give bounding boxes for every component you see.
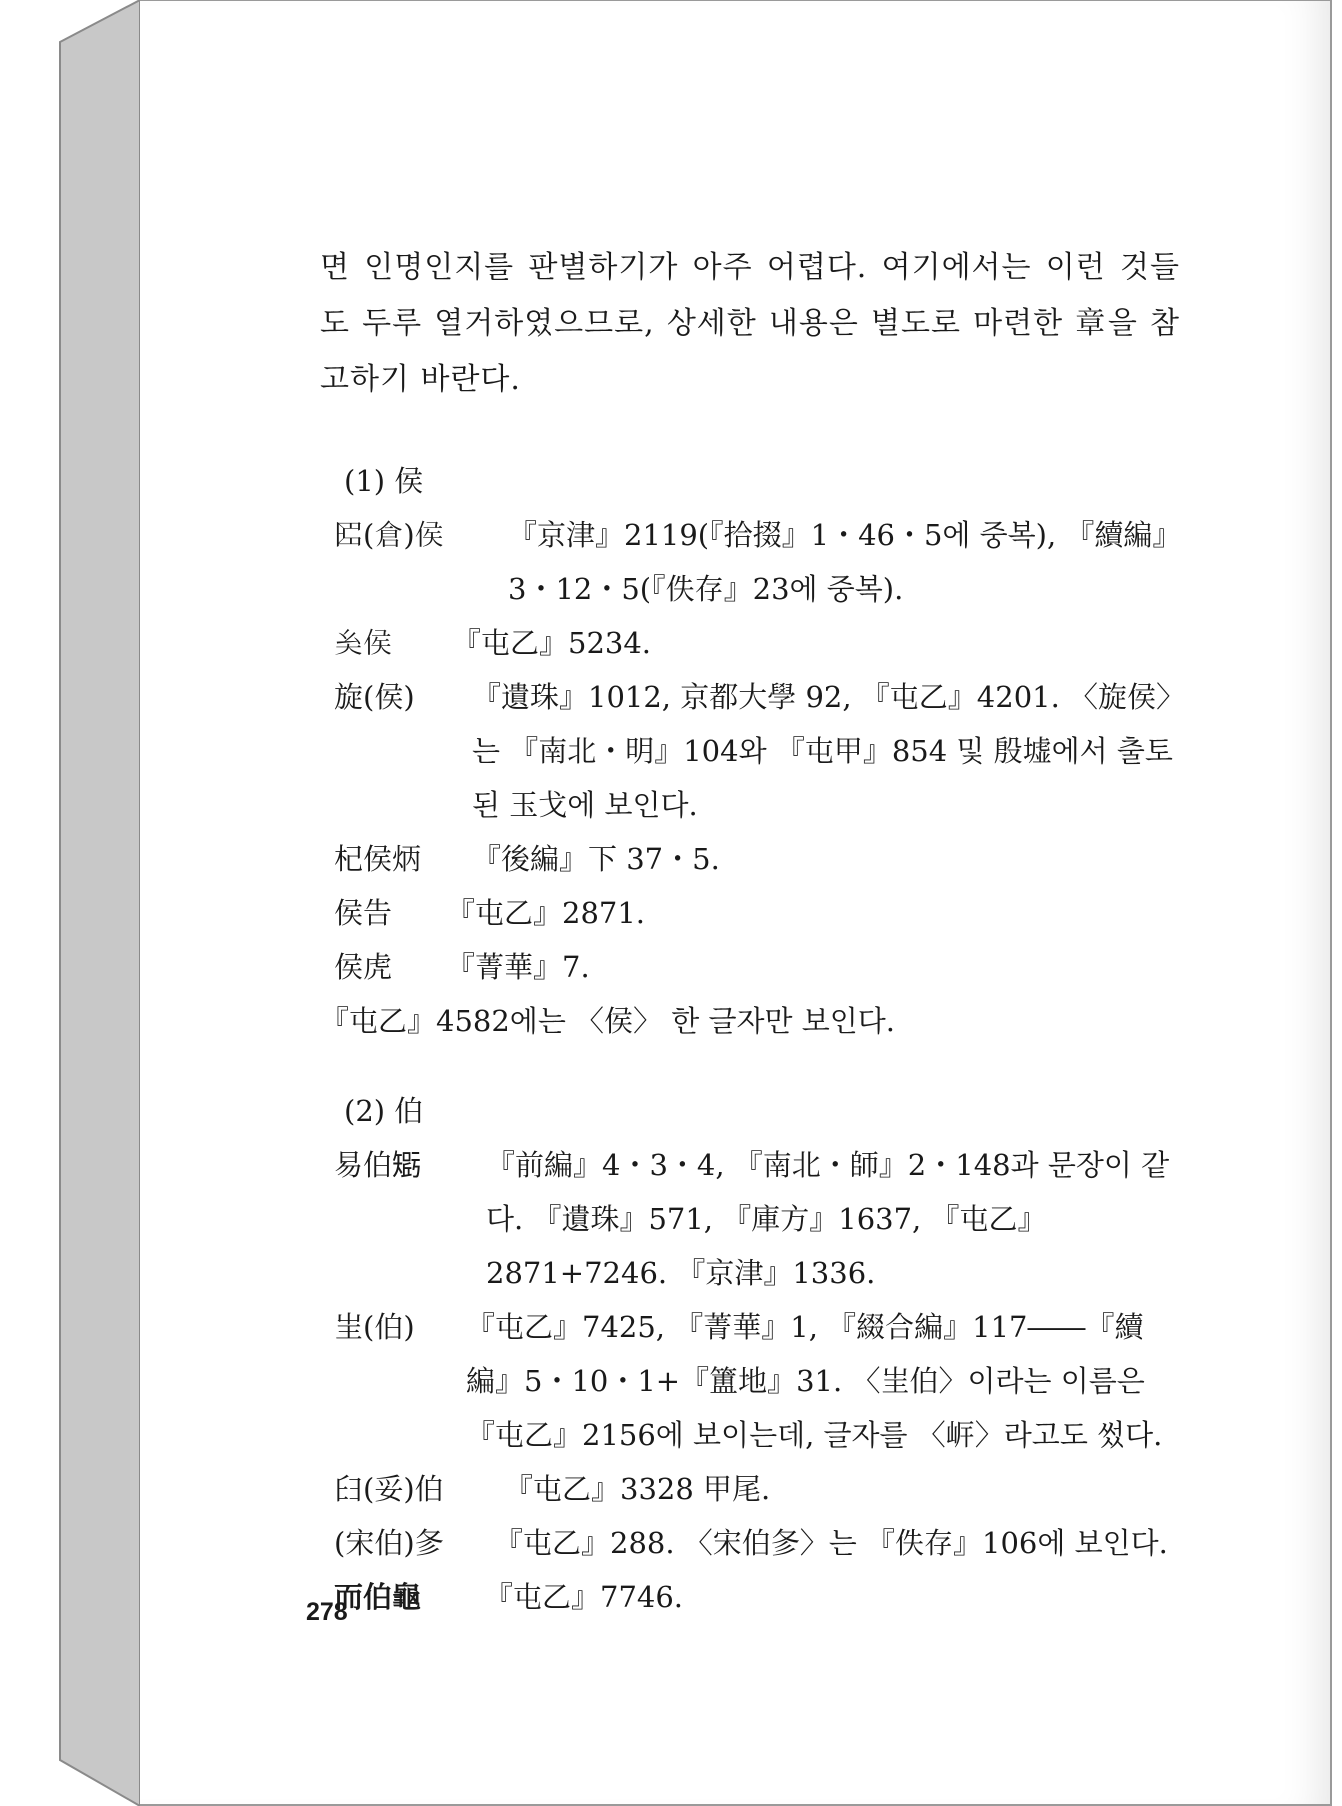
entry-term: (宋伯)㣊 <box>334 1526 444 1560</box>
entry-term: 侯告 <box>334 896 393 930</box>
entry-reference: 『後編』下 37・5. <box>472 842 720 876</box>
list-item <box>320 940 1180 994</box>
list-item <box>320 832 1180 886</box>
list-item <box>320 508 1180 616</box>
entry-term: 㞷(伯) <box>334 1310 415 1344</box>
entry-term: 杞侯炳 <box>334 842 422 876</box>
entry-term: 𡗞侯 <box>334 626 393 660</box>
entry-term: 易伯𥏾 <box>334 1148 422 1182</box>
section-heading: (1) 侯 <box>344 464 424 498</box>
entry-reference: 『屯乙』7425, 『菁華』1, 『綴合編』117――『續編』5・10・1+『簠地』31. 〈㞷伯〉이라는 이름은 『屯乙』2156에 보이는데, 글자를 〈㟁〉라고도 썼다. <box>466 1310 1163 1452</box>
list-item <box>320 670 1180 832</box>
entry-reference: 『屯乙』5234. <box>452 626 652 660</box>
list-item <box>320 1300 1180 1462</box>
entry-term: 旋(侯) <box>334 680 415 714</box>
entry-term: 而伯龜 <box>334 1580 422 1614</box>
entry-reference: 『遺珠』1012, 京都大學 92, 『屯乙』4201. 〈旋侯〉는 『南北・明』104와 『屯甲』854 및 殷墟에서 출토된 玉戈에 보인다. <box>472 680 1173 822</box>
entry-term: 侯虎 <box>334 950 393 984</box>
section-note: 『屯乙』4582에는 〈侯〉 한 글자만 보인다. <box>320 1004 896 1038</box>
entry-reference: 『京津』2119(『拾掇』1・46・5에 중복), 『續編』3・12・5(『佚存』23에 중복). <box>508 518 1167 606</box>
entry-reference: 『屯乙』3328 甲尾. <box>504 1472 771 1506</box>
list-item <box>320 1570 1180 1624</box>
list-item <box>320 1462 1180 1516</box>
section-bo <box>320 1084 1180 1624</box>
entry-reference: 『屯乙』2871. <box>446 896 646 930</box>
page-content <box>320 240 1180 1624</box>
list-item <box>320 886 1180 940</box>
intro-paragraph: 면 인명인지를 판별하기가 아주 어렵다. 여기에서는 이런 것들도 두루 열거하였으므로, 상세한 내용은 별도로 마련한 章을 참고하기 바란다. <box>320 250 1180 397</box>
entry-reference: 『菁華』7. <box>446 950 590 984</box>
entry-term: 𠥓(倉)侯 <box>334 518 444 552</box>
list-item <box>320 1138 1180 1300</box>
list-item <box>320 616 1180 670</box>
entry-reference: 『前編』4・3・4, 『南北・師』2・148과 문장이 같다. 『遺珠』571, 『庫方』1637, 『屯乙』2871+7246. 『京津』1336. <box>486 1148 1170 1290</box>
section-heading: (2) 伯 <box>344 1094 424 1128</box>
entry-reference: 『屯乙』288. 〈宋伯㣊〉는 『佚存』106에 보인다. <box>494 1526 1168 1560</box>
list-item <box>320 1516 1180 1570</box>
section-hou <box>320 454 1180 1048</box>
entry-reference: 『屯乙』7746. <box>484 1580 684 1614</box>
page-number: 278 <box>306 1598 348 1626</box>
entry-term: 𦥑(妥)伯 <box>334 1472 444 1506</box>
